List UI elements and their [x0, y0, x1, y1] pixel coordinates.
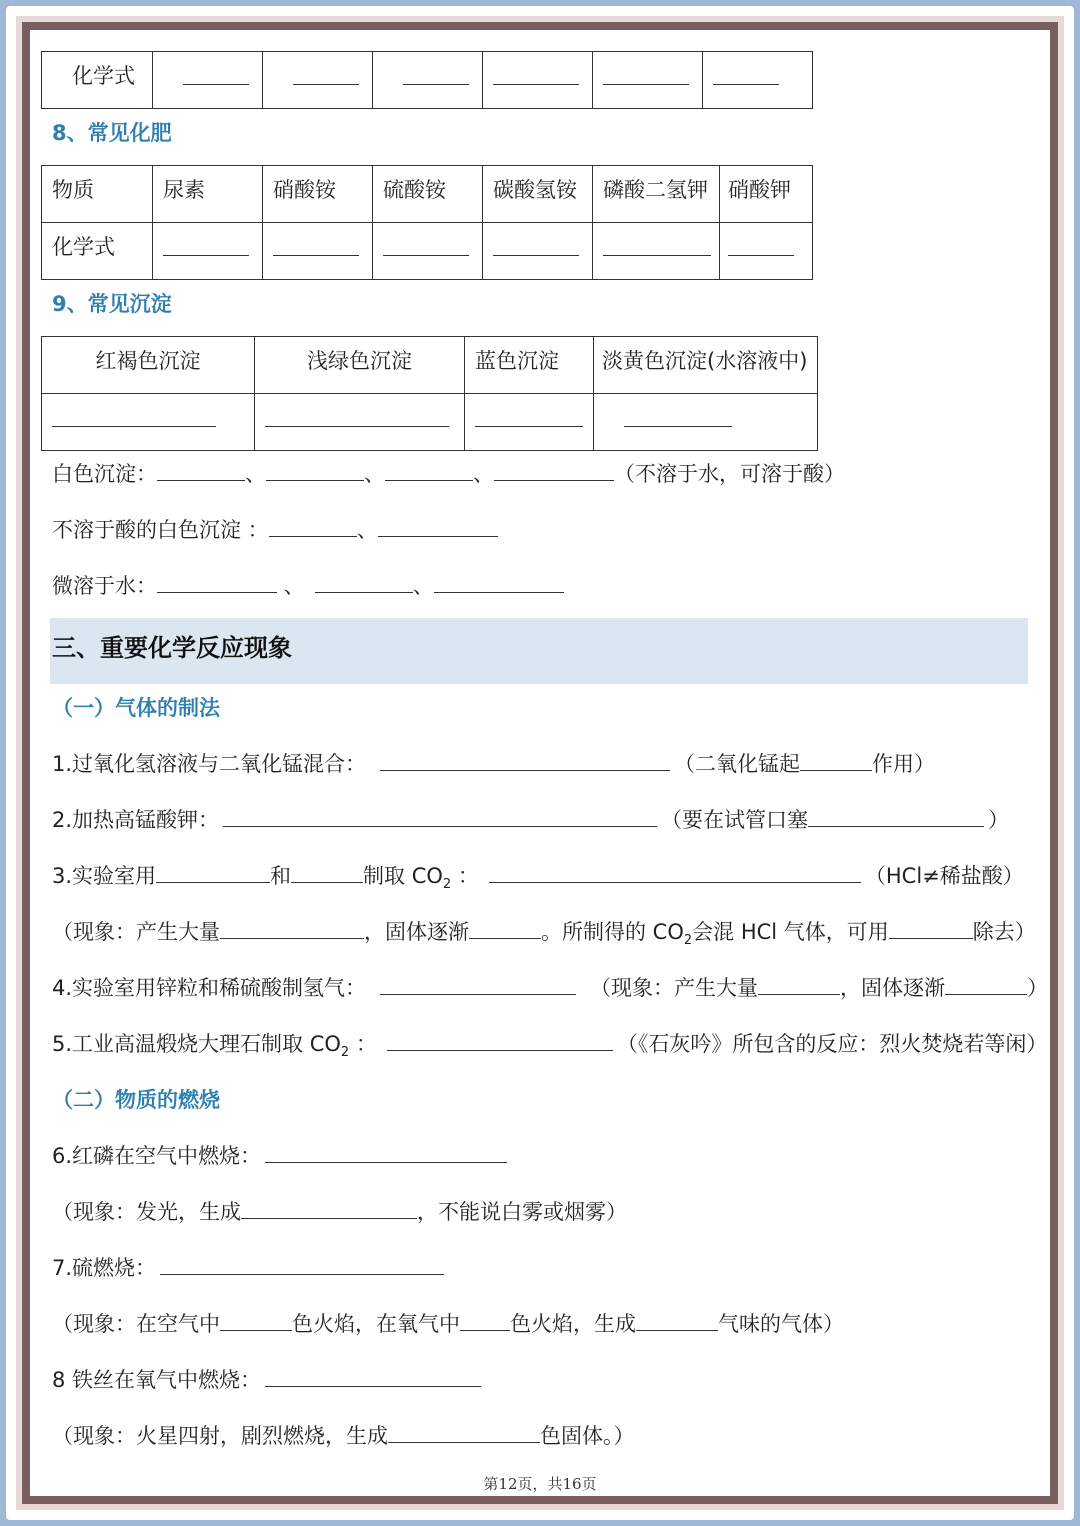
blank-cell[interactable]: [153, 52, 263, 109]
answer-blank[interactable]: [265, 1366, 481, 1387]
page-number: 第12页，共16页: [483, 1475, 597, 1493]
answer-blank[interactable]: [266, 460, 364, 481]
question-7: 7.硫燃烧：: [52, 1252, 444, 1282]
answer-blank[interactable]: [636, 1310, 718, 1331]
blank-cell[interactable]: [593, 52, 703, 109]
header-cell: 硝酸铵: [263, 166, 373, 223]
gas-preparation-heading: （一）气体的制法: [52, 696, 220, 720]
answer-blank[interactable]: [945, 974, 1027, 995]
header-cell: 磷酸二氢钾: [593, 166, 720, 223]
document-page: [30, 30, 1050, 1496]
answer-blank[interactable]: [460, 1310, 510, 1331]
answer-blank[interactable]: [469, 918, 541, 939]
answer-blank[interactable]: [800, 750, 872, 771]
blank-cell[interactable]: [42, 394, 255, 451]
answer-blank[interactable]: [223, 806, 657, 827]
question-8: 8 铁丝在氧气中燃烧：: [52, 1364, 481, 1394]
slightly-soluble-line: 微溶于水： 、 、: [52, 570, 564, 600]
header-cell: 浅绿色沉淀: [255, 337, 465, 394]
header-cell: 蓝色沉淀: [465, 337, 594, 394]
question-7-phenomenon: （现象：在空气中 色火焰，在氧气中 色火焰，生成 气味的气体）: [52, 1312, 844, 1336]
acid-insoluble-line: 不溶于酸的白色沉淀 ： 、: [52, 514, 498, 544]
question-8-phenomenon: （现象：火星四射，剧烈燃烧，生成 色固体。）: [52, 1424, 635, 1448]
answer-blank[interactable]: [758, 974, 840, 995]
answer-blank[interactable]: [220, 918, 364, 939]
answer-blank[interactable]: [380, 974, 576, 995]
answer-blank[interactable]: [388, 1422, 540, 1443]
answer-blank[interactable]: [160, 1254, 444, 1275]
answer-blank[interactable]: [157, 572, 277, 593]
question-4: 4.实验室用锌粒和稀硫酸制氢气： （现象：产生大量 ，固体逐渐 ）: [52, 976, 1049, 1000]
header-cell: 红褐色沉淀: [42, 337, 255, 394]
question-2: 2.加热高锰酸钾： （要在试管口塞 ）: [52, 808, 1010, 832]
answer-blank[interactable]: [494, 460, 614, 481]
question-6-phenomenon: （现象：发光，生成 ，不能说白雾或烟雾）: [52, 1200, 627, 1224]
blank-cell[interactable]: [263, 223, 373, 280]
blank-cell[interactable]: [483, 223, 593, 280]
header-cell: 尿素: [153, 166, 263, 223]
answer-blank[interactable]: [156, 862, 270, 883]
blank-cell[interactable]: [153, 223, 263, 280]
white-precipitate-line: 白色沉淀： 、 、 、 （不溶于水，可溶于酸）: [52, 462, 845, 486]
blank-cell[interactable]: [465, 394, 594, 451]
answer-blank[interactable]: [265, 1142, 507, 1163]
answer-blank[interactable]: [241, 1198, 417, 1219]
blank-cell[interactable]: [593, 223, 720, 280]
question-1: 1.过氧化氢溶液与二氧化锰混合： （二氧化锰起 作用）: [52, 752, 936, 776]
answer-blank[interactable]: [291, 862, 363, 883]
blank-cell[interactable]: [720, 223, 813, 280]
header-cell: 硫酸铵: [373, 166, 483, 223]
answer-blank[interactable]: [387, 1030, 613, 1051]
row-label: 化学式: [42, 223, 153, 280]
blank-cell[interactable]: [373, 52, 483, 109]
answer-blank[interactable]: [889, 918, 973, 939]
answer-blank[interactable]: [157, 460, 245, 481]
precipitate-table: [41, 336, 818, 451]
blank-cell[interactable]: [703, 52, 813, 109]
answer-blank[interactable]: [385, 460, 473, 481]
blank-cell[interactable]: [263, 52, 373, 109]
combustion-heading: （二）物质的燃烧: [52, 1088, 220, 1112]
answer-blank[interactable]: [269, 516, 357, 537]
answer-blank[interactable]: [380, 750, 670, 771]
section-3-title: 三、重要化学反应现象: [52, 634, 292, 662]
question-3-phenomenon: （现象：产生大量 ，固体逐渐 。所制得的 $CO_2$会混 HCl 气体，可用 除去）: [52, 920, 1036, 949]
header-cell: 碳酸氢铵: [483, 166, 593, 223]
question-5: 5.工业高温煅烧大理石制取 $CO_2$ ： （《石灰吟》所包含的反应：烈火焚烧若等闲）: [52, 1032, 1048, 1061]
question-3: 3.实验室用 和 制取 $CO_2$ ： （HCl≠稀盐酸）: [52, 864, 1024, 893]
answer-blank[interactable]: [220, 1310, 292, 1331]
row-label: 化学式: [42, 52, 153, 109]
answer-blank[interactable]: [315, 572, 413, 593]
answer-blank[interactable]: [489, 862, 861, 883]
blank-cell[interactable]: [373, 223, 483, 280]
header-cell: 淡黄色沉淀(水溶液中): [594, 337, 818, 394]
blank-cell[interactable]: [594, 394, 818, 451]
formula-table-top: [41, 51, 813, 109]
header-cell: 物质: [42, 166, 153, 223]
question-6: 6.红磷在空气中燃烧：: [52, 1140, 507, 1170]
blank-cell[interactable]: [255, 394, 465, 451]
blank-cell[interactable]: [483, 52, 593, 109]
answer-blank[interactable]: [378, 516, 498, 537]
section-8-heading: 8、常见化肥: [52, 121, 172, 145]
answer-blank[interactable]: [808, 806, 984, 827]
answer-blank[interactable]: [434, 572, 564, 593]
fertilizer-table: [41, 165, 813, 280]
header-cell: 硝酸钾: [720, 166, 813, 223]
section-9-heading: 9、常见沉淀: [52, 292, 172, 316]
